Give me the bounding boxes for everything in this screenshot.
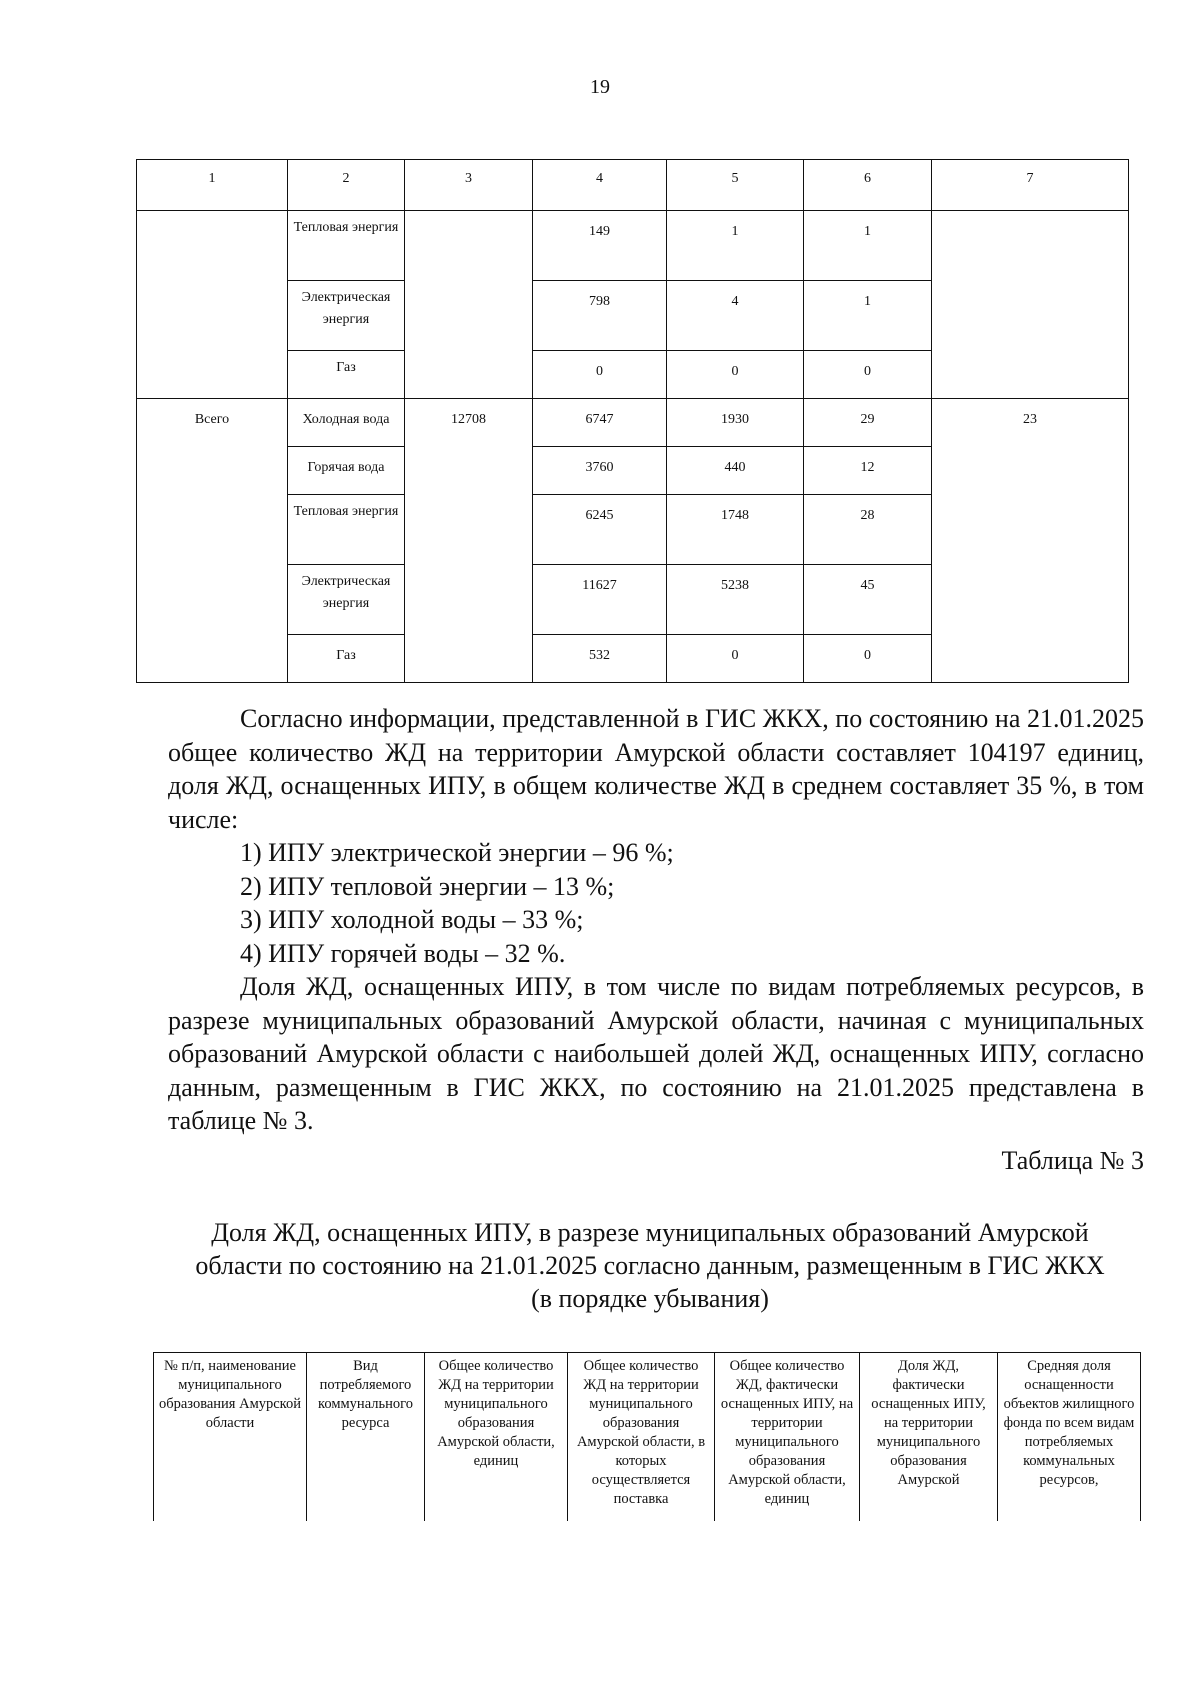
value-cell: 12 xyxy=(804,447,932,495)
column-number: 1 xyxy=(137,160,288,211)
body-text xyxy=(168,702,1144,1177)
value-cell: 28 xyxy=(804,495,932,565)
column-header: № п/п, наименование муниципального образования Амурской области xyxy=(154,1353,307,1522)
table-caption: Таблица № 3 xyxy=(1001,1145,1144,1175)
resource-cell: Горячая вода xyxy=(288,447,405,495)
table-title-line: Доля ЖД, оснащенных ИПУ, в разрезе муниципальных образований Амурской xyxy=(211,1218,1089,1247)
table-3 xyxy=(153,1352,1141,1521)
value-cell: 1930 xyxy=(667,399,804,447)
total-housing-cell: 12708 xyxy=(405,399,533,683)
average-share-cell xyxy=(932,211,1129,399)
value-cell: 6747 xyxy=(533,399,667,447)
resource-cell: Тепловая энергия xyxy=(288,495,405,565)
value-cell: 149 xyxy=(533,211,667,281)
total-housing-cell xyxy=(405,211,533,399)
table-title xyxy=(150,1216,1150,1315)
value-cell: 1 xyxy=(804,211,932,281)
column-number-row xyxy=(137,160,1129,211)
column-number: 5 xyxy=(667,160,804,211)
resource-cell: Электрическая энергия xyxy=(288,565,405,635)
municipality-cell xyxy=(137,211,288,399)
value-cell: 1748 xyxy=(667,495,804,565)
column-number: 7 xyxy=(932,160,1129,211)
resource-cell: Холодная вода xyxy=(288,399,405,447)
value-cell: 3760 xyxy=(533,447,667,495)
column-number: 4 xyxy=(533,160,667,211)
value-cell: 45 xyxy=(804,565,932,635)
average-share-cell: 23 xyxy=(932,399,1129,683)
value-cell: 532 xyxy=(533,635,667,683)
list-item: 2) ИПУ тепловой энергии – 13 %; xyxy=(240,871,615,901)
value-cell: 6245 xyxy=(533,495,667,565)
list-item: 4) ИПУ горячей воды – 32 %. xyxy=(240,938,566,968)
column-number: 3 xyxy=(405,160,533,211)
table-title-line: области по состоянию на 21.01.2025 согласно данным, размещенным в ГИС ЖКХ xyxy=(195,1251,1105,1280)
paragraph: Согласно информации, представленной в ГИС ЖКХ, по состоянию на 21.01.2025 общее количество ЖД на территории Амурской области составляет 104197 единиц, доля ЖД, оснащенных ИПУ, в общем количестве ЖД в среднем составляет 35 %, в том числе: xyxy=(168,704,1144,834)
column-header: Общее количество ЖД на территории муниципального образования Амурской области, в которых осуществляется поставка xyxy=(568,1353,715,1522)
resource-cell: Газ xyxy=(288,635,405,683)
column-header: Доля ЖД, фактически оснащенных ИПУ, на территории муниципального образования Амурской xyxy=(860,1353,998,1522)
column-number: 2 xyxy=(288,160,405,211)
column-header: Общее количество ЖД, фактически оснащенных ИПУ, на территории муниципального образования Амурской области, единиц xyxy=(715,1353,860,1522)
value-cell: 29 xyxy=(804,399,932,447)
value-cell: 0 xyxy=(533,351,667,399)
paragraph: Доля ЖД, оснащенных ИПУ, в том числе по видам потребляемых ресурсов, в разрезе муниципальных образований Амурской области, начиная с муниципальных образований Амурской области с наибольшей долей ЖД, оснащенных ИПУ, согласно данным, размещенным в ГИС ЖКХ, по состоянию на 21.01.2025 представлена в таблице № 3. xyxy=(168,972,1144,1135)
resource-cell: Электрическая энергия xyxy=(288,281,405,351)
value-cell: 1 xyxy=(804,281,932,351)
column-number: 6 xyxy=(804,160,932,211)
list-item: 3) ИПУ холодной воды – 33 %; xyxy=(240,905,584,934)
column-header: Вид потребляемого коммунального ресурса xyxy=(307,1353,425,1522)
value-cell: 0 xyxy=(804,635,932,683)
value-cell: 4 xyxy=(667,281,804,351)
table-title-line: (в порядке убывания) xyxy=(531,1284,769,1313)
column-header: Средняя доля оснащенности объектов жилищного фонда по всем видам потребляемых коммунальных ресурсов, xyxy=(998,1353,1141,1522)
value-cell: 0 xyxy=(667,351,804,399)
continued-table xyxy=(136,159,1129,683)
value-cell: 5238 xyxy=(667,565,804,635)
table-row-total xyxy=(137,399,1129,447)
table-row xyxy=(137,211,1129,281)
page-number: 19 xyxy=(590,76,610,98)
column-header: Общее количество ЖД на территории муниципального образования Амурской области, единиц xyxy=(425,1353,568,1522)
value-cell: 798 xyxy=(533,281,667,351)
value-cell: 1 xyxy=(667,211,804,281)
value-cell: 11627 xyxy=(533,565,667,635)
value-cell: 0 xyxy=(667,635,804,683)
value-cell: 0 xyxy=(804,351,932,399)
total-label-cell: Всего xyxy=(137,399,288,683)
list-item: 1) ИПУ электрической энергии – 96 %; xyxy=(240,838,674,867)
value-cell: 440 xyxy=(667,447,804,495)
resource-cell: Газ xyxy=(288,351,405,399)
table-header-row xyxy=(154,1353,1141,1522)
resource-cell: Тепловая энергия xyxy=(288,211,405,281)
